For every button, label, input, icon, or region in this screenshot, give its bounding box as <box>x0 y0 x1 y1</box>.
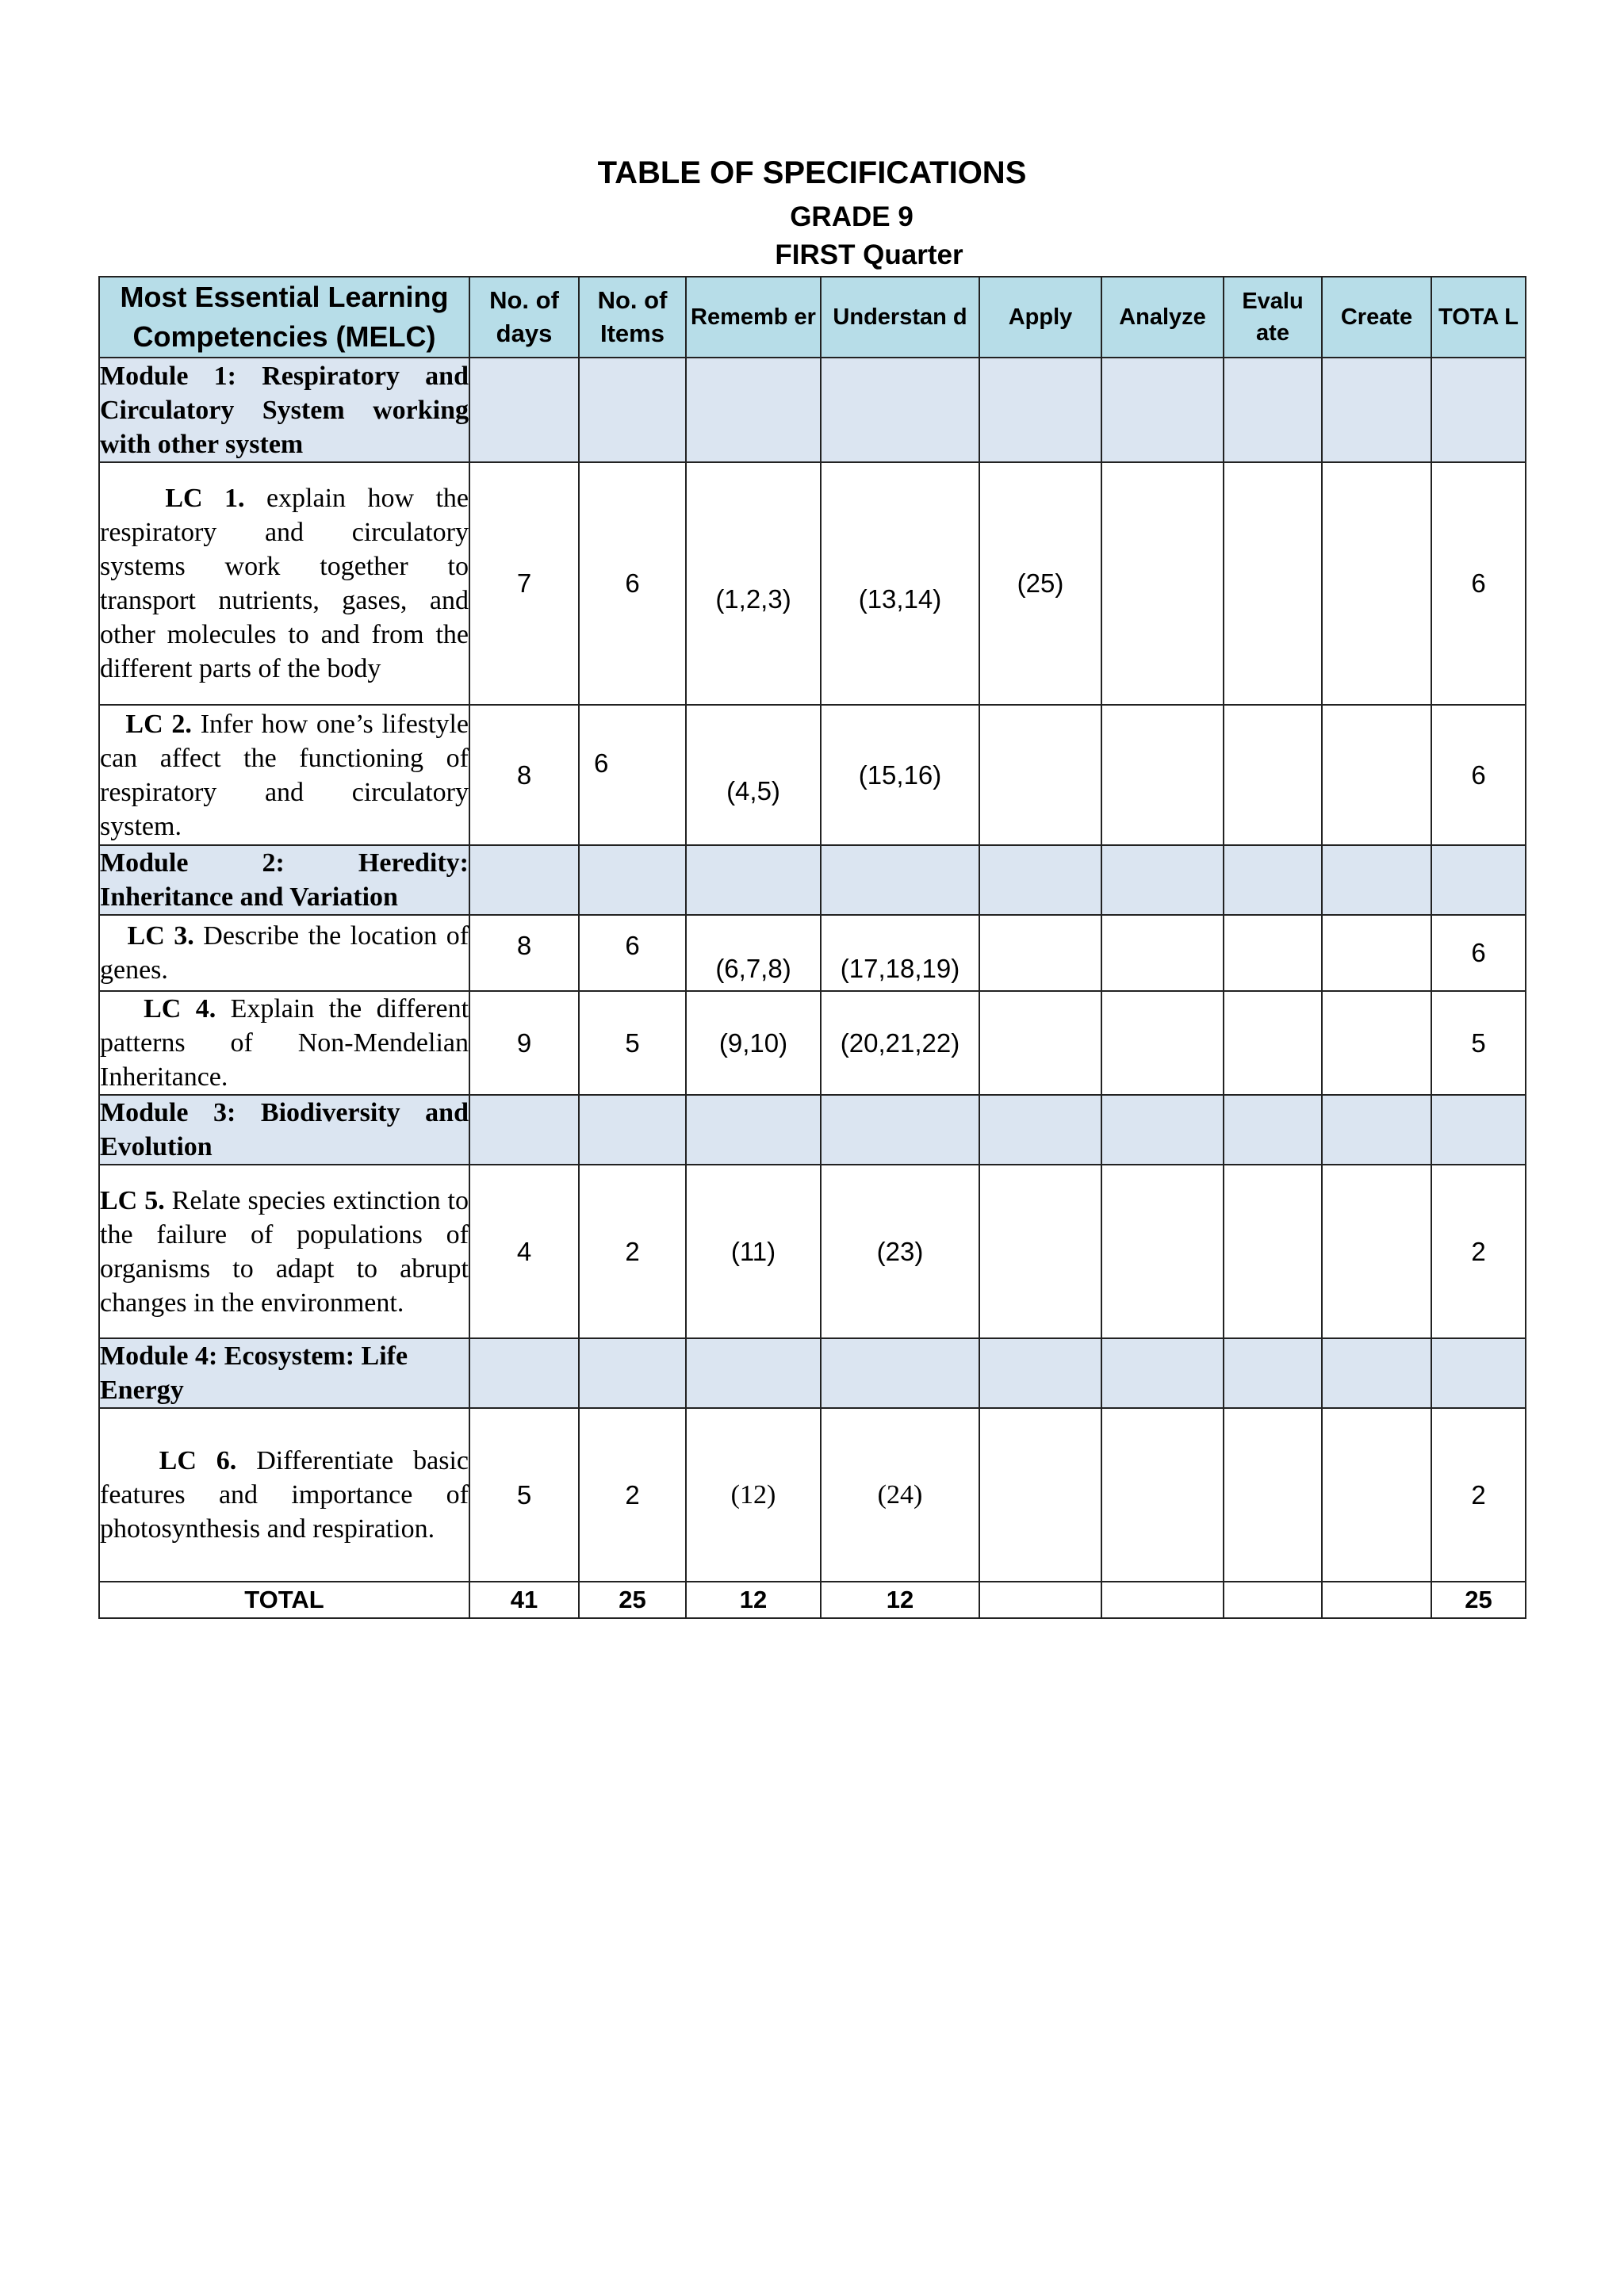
specifications-table <box>98 276 1526 1619</box>
items-cell: 5 <box>579 991 686 1095</box>
apply-cell: (25) <box>979 462 1101 705</box>
total-cell: 2 <box>1431 1165 1526 1338</box>
remember-cell: (12) <box>686 1408 821 1582</box>
evaluate-cell <box>1224 462 1322 705</box>
items-cell: 2 <box>579 1165 686 1338</box>
module-title: Module 4: Ecosystem: Life Energy <box>99 1338 469 1408</box>
create-cell <box>1322 991 1431 1095</box>
analyze-cell <box>1101 462 1224 705</box>
evaluate-cell <box>1224 1165 1322 1338</box>
remember-cell: (9,10) <box>686 991 821 1095</box>
totals-row <box>99 1582 1526 1618</box>
competency-text: LC 3. Describe the location of genes. <box>99 915 469 991</box>
understand-cell: (23) <box>821 1165 979 1338</box>
competency-text: LC 1. explain how the respiratory and circulatory systems work together to transport nutrients, gases, and other molecules to and from the different parts of the body <box>99 462 469 705</box>
competency-text: LC 2. Infer how one’s lifestyle can affect the functioning of respiratory and circulatory system. <box>99 705 469 845</box>
create-cell <box>1322 915 1431 991</box>
apply-cell <box>979 915 1101 991</box>
competency-row <box>99 705 1526 845</box>
module-title: Module 3: Biodiversity and Evolution <box>99 1095 469 1165</box>
total-items: 25 <box>579 1582 686 1618</box>
col-header-evaluate: Evalu ate <box>1224 277 1322 358</box>
apply-cell <box>979 1165 1101 1338</box>
col-header-days: No. of days <box>469 277 579 358</box>
apply-cell <box>979 991 1101 1095</box>
remember-cell: (1,2,3) <box>686 462 821 705</box>
remember-cell: (11) <box>686 1165 821 1338</box>
total-remember: 12 <box>686 1582 821 1618</box>
total-analyze <box>1101 1582 1224 1618</box>
apply-cell <box>979 1408 1101 1582</box>
competency-row <box>99 915 1526 991</box>
col-header-analyze: Analyze <box>1101 277 1224 358</box>
competency-row <box>99 1165 1526 1338</box>
module-row <box>99 1338 1526 1408</box>
quarter-label: FIRST Quarter <box>775 239 963 270</box>
create-cell <box>1322 1165 1431 1338</box>
create-cell <box>1322 1408 1431 1582</box>
remember-cell: (6,7,8) <box>686 915 821 991</box>
total-cell: 6 <box>1431 915 1526 991</box>
total-cell: 5 <box>1431 991 1526 1095</box>
col-header-understand: Understan d <box>821 277 979 358</box>
apply-cell <box>979 705 1101 845</box>
days-cell: 8 <box>469 915 579 991</box>
module-title: Module 2: Heredity: Inheritance and Variation <box>99 845 469 915</box>
col-header-create: Create <box>1322 277 1431 358</box>
total-label: TOTAL <box>99 1582 469 1618</box>
total-cell: 6 <box>1431 462 1526 705</box>
evaluate-cell <box>1224 705 1322 845</box>
competency-text: LC 6. Differentiate basic features and importance of photosynthesis and respiration. <box>99 1408 469 1582</box>
total-understand: 12 <box>821 1582 979 1618</box>
total-cell: 6 <box>1431 705 1526 845</box>
total-create <box>1322 1582 1431 1618</box>
remember-cell: (4,5) <box>686 705 821 845</box>
analyze-cell <box>1101 915 1224 991</box>
competency-text: LC 4. Explain the different patterns of Non-Mendelian Inheritance. <box>99 991 469 1095</box>
analyze-cell <box>1101 705 1224 845</box>
document-title: TABLE OF SPECIFICATIONS <box>597 155 1027 190</box>
total-days: 41 <box>469 1582 579 1618</box>
understand-cell: (13,14) <box>821 462 979 705</box>
col-header-apply: Apply <box>979 277 1101 358</box>
understand-cell: (17,18,19) <box>821 915 979 991</box>
col-header-melc: Most Essential Learning Competencies (MELC) <box>99 277 469 358</box>
days-cell: 4 <box>469 1165 579 1338</box>
evaluate-cell <box>1224 991 1322 1095</box>
total-apply <box>979 1582 1101 1618</box>
competency-text: LC 5. Relate species extinction to the failure of populations of organisms to adapt to abrupt changes in the environment. <box>99 1165 469 1338</box>
analyze-cell <box>1101 1165 1224 1338</box>
col-header-remember: Rememb er <box>686 277 821 358</box>
evaluate-cell <box>1224 915 1322 991</box>
create-cell <box>1322 705 1431 845</box>
header-row <box>99 277 1526 358</box>
items-cell: 2 <box>579 1408 686 1582</box>
competency-row <box>99 1408 1526 1582</box>
create-cell <box>1322 462 1431 705</box>
understand-cell: (20,21,22) <box>821 991 979 1095</box>
competency-row <box>99 462 1526 705</box>
analyze-cell <box>1101 991 1224 1095</box>
understand-cell: (24) <box>821 1408 979 1582</box>
days-cell: 9 <box>469 991 579 1095</box>
module-title: Module 1: Respiratory and Circulatory System working with other system <box>99 358 469 462</box>
competency-row <box>99 991 1526 1095</box>
items-cell: 6 <box>579 705 686 845</box>
days-cell: 5 <box>469 1408 579 1582</box>
days-cell: 8 <box>469 705 579 845</box>
understand-cell: (15,16) <box>821 705 979 845</box>
items-cell: 6 <box>579 462 686 705</box>
col-header-total: TOTA L <box>1431 277 1526 358</box>
module-row <box>99 1095 1526 1165</box>
analyze-cell <box>1101 1408 1224 1582</box>
total-total: 25 <box>1431 1582 1526 1618</box>
module-row <box>99 358 1526 462</box>
items-cell: 6 <box>579 915 686 991</box>
days-cell: 7 <box>469 462 579 705</box>
col-header-items: No. of Items <box>579 277 686 358</box>
total-evaluate <box>1224 1582 1322 1618</box>
module-row <box>99 845 1526 915</box>
grade-label: GRADE 9 <box>790 201 914 232</box>
evaluate-cell <box>1224 1408 1322 1582</box>
total-cell: 2 <box>1431 1408 1526 1582</box>
